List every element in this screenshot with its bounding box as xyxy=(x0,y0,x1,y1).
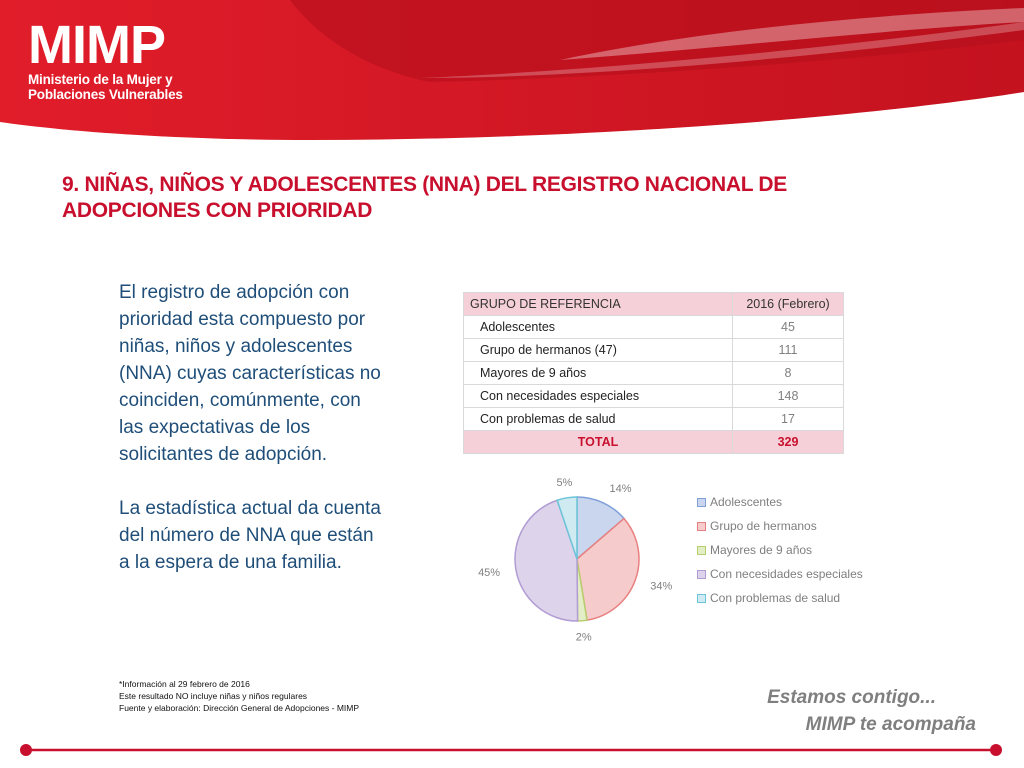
legend-item xyxy=(697,562,863,586)
table-cell-value: 45 xyxy=(733,316,844,339)
table-cell-label: Con problemas de salud xyxy=(464,408,733,431)
slide-title-line1: 9. NIÑAS, NIÑOS Y ADOLESCENTES (NNA) DEL REGISTRO NACIONAL DE xyxy=(62,173,787,196)
legend-label: Con necesidades especiales xyxy=(710,567,863,581)
body-paragraph-2: La estadística actual da cuenta del número de NNA que están a la espera de una familia. xyxy=(119,498,381,573)
tagline xyxy=(767,684,976,738)
table-cell-value: 8 xyxy=(733,362,844,385)
table-cell-value: 111 xyxy=(733,339,844,362)
reference-table xyxy=(463,292,844,454)
table-cell-label: Con necesidades especiales xyxy=(464,385,733,408)
slide-title-line2: ADOPCIONES CON PRIORIDAD xyxy=(62,199,373,222)
table-cell-value: 17 xyxy=(733,408,844,431)
legend-label: Adolescentes xyxy=(710,495,783,509)
footnote xyxy=(119,678,359,714)
table-header-year: 2016 (Febrero) xyxy=(733,293,844,316)
pie-data-label-3: 2% xyxy=(575,631,592,644)
table-row xyxy=(464,385,844,408)
legend-swatch xyxy=(697,498,706,507)
pie-data-label-5: 5% xyxy=(556,477,573,489)
pie-data-label-1: 14% xyxy=(609,483,632,496)
table-row xyxy=(464,316,844,339)
legend-swatch xyxy=(697,522,706,531)
slide-title xyxy=(62,172,922,224)
footnote-line1: *Información al 29 febrero de 2016 xyxy=(119,679,250,689)
footnote-line3: Fuente y elaboración: Dirección General de Adopciones - MIMP xyxy=(119,703,360,713)
legend-swatch xyxy=(697,546,706,555)
legend-item xyxy=(697,514,863,538)
table-cell-label: Adolescentes xyxy=(464,316,733,339)
table-header-group: GRUPO DE REFERENCIA xyxy=(464,293,733,316)
table-total-label: TOTAL xyxy=(464,431,733,454)
logo-subtitle-line1: Ministerio de la Mujer y xyxy=(28,72,173,87)
table-cell-label: Grupo de hermanos (47) xyxy=(464,339,733,362)
legend-swatch xyxy=(697,570,706,579)
table-row xyxy=(464,408,844,431)
table-row xyxy=(464,339,844,362)
table-total-row xyxy=(464,431,844,454)
footer-divider xyxy=(0,740,1024,760)
pie-data-label-4: 45% xyxy=(478,567,501,579)
table-header-row xyxy=(464,293,844,316)
pie-chart xyxy=(470,472,685,647)
body-paragraph-1: El registro de adopción con prioridad esta compuesto por niñas, niños y adolescentes (NNA) cuyas características no coinciden, comúnmente, con las expectativas de los solicitantes de adopción. xyxy=(119,282,381,465)
legend-item xyxy=(697,538,863,562)
body-text xyxy=(119,279,384,576)
mimp-logo xyxy=(28,15,183,102)
pie-data-label-2: 34% xyxy=(650,580,673,593)
legend-swatch xyxy=(697,594,706,603)
tagline-line2: MIMP te acompaña xyxy=(805,714,976,735)
table-cell-label: Mayores de 9 años xyxy=(464,362,733,385)
legend-item xyxy=(697,490,863,514)
logo-title: MIMP xyxy=(28,15,165,75)
table-cell-value: 148 xyxy=(733,385,844,408)
table-row xyxy=(464,362,844,385)
tagline-line1: Estamos contigo... xyxy=(767,687,936,708)
table-total-value: 329 xyxy=(733,431,844,454)
legend-label: Con problemas de salud xyxy=(710,591,841,605)
chart-legend xyxy=(697,490,863,610)
footnote-line2: Este resultado NO incluye niñas y niños regulares xyxy=(119,691,308,701)
legend-label: Mayores de 9 años xyxy=(710,543,813,557)
logo-subtitle-line2: Poblaciones Vulnerables xyxy=(28,87,183,102)
legend-item xyxy=(697,586,863,610)
legend-label: Grupo de hermanos xyxy=(710,519,817,533)
